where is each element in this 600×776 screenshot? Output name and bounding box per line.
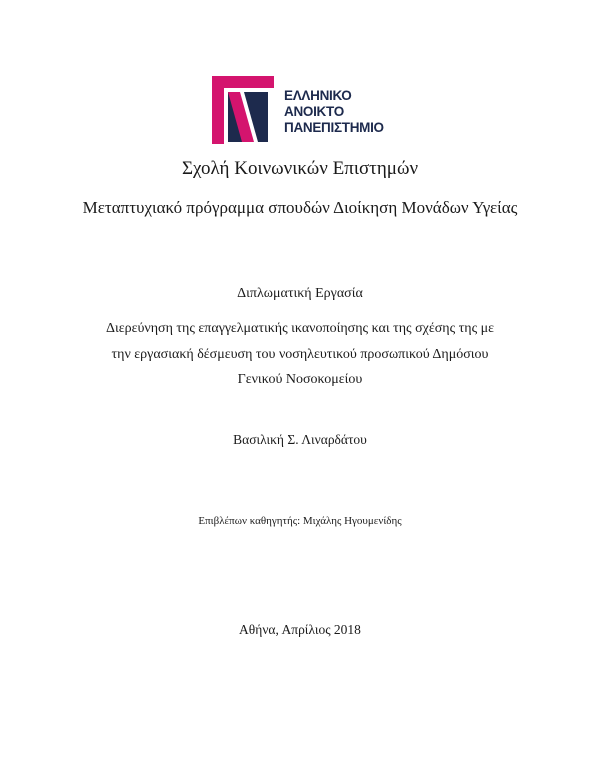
university-name-line-3: ΠΑΝΕΠΙΣΤΗΜΙΟ (284, 120, 384, 135)
university-name-line-2: ΑΝΟΙΚΤΟ (284, 104, 344, 119)
school-name: Σχολή Κοινωνικών Επιστημών (181, 158, 419, 179)
supervisor: Επιβλέπων καθηγητής: Μιχάλης Ηγουμενίδης (198, 515, 402, 527)
university-name-line-1: ΕΛΛΗΝΙΚΟ (284, 88, 352, 103)
thesis-title-line-1: Διερεύνηση της επαγγελματικής ικανοποίησης και της σχέσης της με (105, 321, 495, 336)
thesis-title-line-2: την εργασιακή δέσμευση του νοσηλευτικού προσωπικού Δημόσιου (111, 346, 489, 362)
thesis-title (60, 316, 540, 393)
program-name: Μεταπτυχιακό πρόγραμμα σπουδών Διοίκηση Μονάδων Υγείας (82, 198, 518, 217)
thesis-type: Διπλωματική Εργασία (237, 286, 363, 301)
university-logo (208, 74, 398, 146)
author-name: Βασιλική Σ. Λιναρδάτου (233, 432, 367, 447)
thesis-title-line-3: Γενικού Νοσοκομείου (237, 372, 363, 387)
place-date: Αθήνα, Απρίλιος 2018 (239, 622, 361, 637)
university-logo-icon (208, 74, 278, 146)
university-name (284, 88, 384, 136)
